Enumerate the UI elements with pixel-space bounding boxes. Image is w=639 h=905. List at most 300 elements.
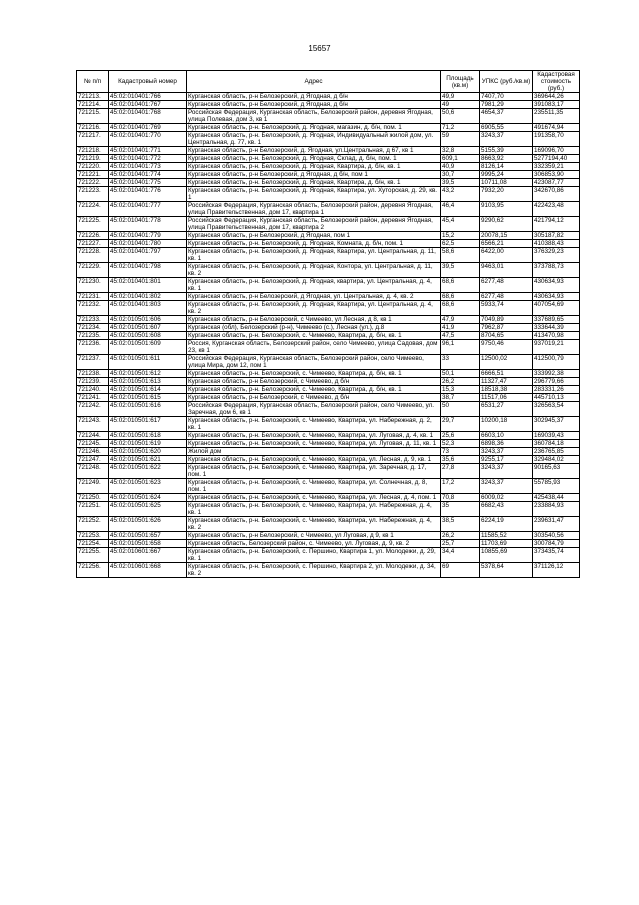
cadastral-number-cell: 45:02:010501:608 [109,332,187,340]
cadastral-cost-cell: 412500,79 [533,355,580,370]
table-row [77,301,580,316]
cadastral-cost-cell: 233884,93 [533,502,580,517]
area-cell: 35,6 [441,456,480,464]
address-cell: Курганская область, р-н. Белозерский, с. Чимеево, Квартира, ул. Луговая, д. 11, кв. 1 [187,440,441,448]
address-cell: Курганская область, р-н Белозерский, д Ягодная, пом 1 [187,232,441,240]
cadastral-number-cell: 45:02:010601:667 [109,548,187,563]
cadastral-number-cell: 45:02:010501:611 [109,355,187,370]
address-cell: Курганская область, р-н. Белозерский, с. Першино, Квартира 2, ул. Молодежи, д. 34, кв. 2 [187,563,441,578]
address-cell: Курганская область, р-н. Белозерский, с. Чимеево, Квартира, ул. Солнечная, д. 8, пом. 1 [187,479,441,494]
row-number-cell: 721241. [77,394,109,402]
row-number-cell: 721251. [77,502,109,517]
upks-cell: 6603,10 [480,432,533,440]
upks-cell: 9103,95 [480,202,533,217]
table-row [77,316,580,324]
row-number-cell: 721213. [77,93,109,101]
row-number-cell: 721244. [77,432,109,440]
cadastral-cost-cell: 376329,23 [533,248,580,263]
row-number-cell: 721234. [77,324,109,332]
cadastral-number-cell: 45:02:010501:619 [109,440,187,448]
address-cell: Российская Федерация, Курганская область, Белозерский район, деревня Ягодная, улица Полевая, дом 3, кв 1 [187,109,441,124]
area-cell: 38,5 [441,517,480,532]
area-cell: 35 [441,502,480,517]
upks-cell: 20078,15 [480,232,533,240]
address-cell: Курганская область, р-н. Белозерский, д. Ягодная, Склад, д. б/н, пом. 1 [187,155,441,163]
address-cell: Курганская область, р-н Белозерский, д Ягодная, ул. Центральная, д. 4, кв. 2 [187,293,441,301]
table-body [77,93,580,578]
cadastral-number-cell: 45:02:010401:771 [109,147,187,155]
cadastral-number-cell: 45:02:010501:606 [109,316,187,324]
cadastral-cost-cell: 371126,12 [533,563,580,578]
cadastral-cost-cell: 55785,93 [533,479,580,494]
address-cell: Курганская область, р-н Белозерский, д Ягодная, д б/н, пом 1 [187,171,441,179]
table-row [77,109,580,124]
row-number-cell: 721247. [77,456,109,464]
upks-cell: 4654,37 [480,109,533,124]
table-row [77,432,580,440]
table-row [77,479,580,494]
table-row [77,440,580,448]
table-row [77,386,580,394]
area-cell: 50,6 [441,109,480,124]
upks-cell: 6224,19 [480,517,533,532]
row-number-cell: 721229. [77,263,109,278]
table-row [77,417,580,432]
upks-cell: 6898,36 [480,440,533,448]
upks-cell: 7981,29 [480,101,533,109]
cadastral-number-cell: 45:02:010401:769 [109,124,187,132]
area-cell: 59 [441,132,480,147]
upks-cell: 6531,27 [480,402,533,417]
address-cell: Курганская область, р-н Белозерский, с Чимеево, ул Лесная, д 8, кв 1 [187,316,441,324]
table-row [77,217,580,232]
area-cell: 27,8 [441,464,480,479]
cadastral-cost-cell: 391083,17 [533,101,580,109]
area-cell: 33 [441,355,480,370]
cadastral-table [76,70,580,578]
upks-cell: 10855,69 [480,548,533,563]
cadastral-cost-cell: 5277194,40 [533,155,580,163]
upks-cell: 9255,17 [480,456,533,464]
row-number-cell: 721215. [77,109,109,124]
upks-cell: 7407,70 [480,93,533,101]
cadastral-number-cell: 45:02:010401:776 [109,187,187,202]
row-number-cell: 721230. [77,278,109,293]
cadastral-cost-cell: 305187,82 [533,232,580,240]
upks-cell: 18518,38 [480,386,533,394]
area-cell: 50,1 [441,370,480,378]
upks-cell: 3243,37 [480,479,533,494]
address-cell: Курганская область, р-н. Белозерский, д. Ягодная, Квартира, ул. Центральная, д. 4, кв. 2 [187,301,441,316]
area-cell: 17,2 [441,479,480,494]
row-number-cell: 721240. [77,386,109,394]
address-cell: Курганская область, Белозерский район, с. Чимеево, ул. Луговая, д. 9, кв. 2 [187,540,441,548]
table-row [77,147,580,155]
cadastral-cost-cell: 369644,26 [533,93,580,101]
row-number-cell: 721249. [77,479,109,494]
table-row [77,532,580,540]
cadastral-cost-cell: 332359,21 [533,163,580,171]
address-cell: Курганская область, р-н. Белозерский, с. Чимеево, Квартира, д. б/н, кв. 1 [187,332,441,340]
upks-cell: 9290,62 [480,217,533,232]
address-cell: Жилой дом [187,448,441,456]
cadastral-number-cell: 45:02:010501:658 [109,540,187,548]
cadastral-number-cell: 45:02:010501:624 [109,494,187,502]
cadastral-number-cell: 45:02:010501:626 [109,517,187,532]
upks-cell: 11585,52 [480,532,533,540]
table-row [77,132,580,147]
area-cell: 34,4 [441,548,480,563]
header-upks: УПКС (руб./кв.м) [480,71,533,93]
cadastral-cost-cell: 410388,43 [533,240,580,248]
cadastral-number-cell: 45:02:010501:615 [109,394,187,402]
cadastral-number-cell: 45:02:010501:617 [109,417,187,432]
cadastral-cost-cell: 421794,12 [533,217,580,232]
area-cell: 73 [441,448,480,456]
cadastral-number-cell: 45:02:010401:775 [109,179,187,187]
address-cell: Курганская область, р-н. Белозерский, с. Чимеево, Квартира, ул. Заречная, д. 17, пом. 1 [187,464,441,479]
table-row [77,179,580,187]
table-row [77,248,580,263]
upks-cell: 11517,06 [480,394,533,402]
row-number-cell: 721256. [77,563,109,578]
address-cell: Российская Федерация, Курганская область, Белозерский район, деревня Ягодная, улица Правительственная, дом 17, квартира 2 [187,217,441,232]
cadastral-number-cell: 45:02:010401:772 [109,155,187,163]
table-row [77,517,580,532]
upks-cell: 6566,21 [480,240,533,248]
cadastral-cost-cell: 306853,90 [533,171,580,179]
cadastral-number-cell: 45:02:010501:607 [109,324,187,332]
row-number-cell: 721227. [77,240,109,248]
address-cell: Курганская область, р-н. Белозерский, с. Першино, Квартира 1, ул. Молодежи, д. 29, кв. 1 [187,548,441,563]
upks-cell: 6422,00 [480,248,533,263]
area-cell: 50 [441,402,480,417]
address-cell: Курганская область, р-н. Белозерский, д. Ягодная, Квартира, ул. Хуторская, д. 29, кв. 1 [187,187,441,202]
cadastral-cost-cell: 169096,70 [533,147,580,155]
table-row [77,494,580,502]
header-address: Адрес [187,71,441,93]
table-row [77,263,580,278]
upks-cell: 3243,37 [480,132,533,147]
row-number-cell: 721235. [77,332,109,340]
cadastral-cost-cell: 329484,02 [533,456,580,464]
area-cell: 62,5 [441,240,480,248]
row-number-cell: 721232. [77,301,109,316]
address-cell: Курганская область, р-н. Белозерский, д. Ягодная, Квартира, д. б/н, кв. 1 [187,179,441,187]
cadastral-cost-cell: 445710,13 [533,394,580,402]
row-number-cell: 721248. [77,464,109,479]
row-number-cell: 721216. [77,124,109,132]
row-number-cell: 721236. [77,340,109,355]
header-number: № п/п [77,71,109,93]
cadastral-cost-cell: 373788,73 [533,263,580,278]
cadastral-cost-cell: 326563,54 [533,402,580,417]
cadastral-cost-cell: 430634,93 [533,278,580,293]
table-row [77,293,580,301]
upks-cell: 10200,18 [480,417,533,432]
row-number-cell: 721238. [77,370,109,378]
upks-cell: 6682,43 [480,502,533,517]
cadastral-cost-cell: 90165,63 [533,464,580,479]
table-row [77,124,580,132]
cadastral-number-cell: 45:02:010401:770 [109,132,187,147]
row-number-cell: 721243. [77,417,109,432]
row-number-cell: 721223. [77,187,109,202]
area-cell: 69 [441,563,480,578]
upks-cell: 10711,08 [480,179,533,187]
table-row [77,378,580,386]
cadastral-number-cell: 45:02:010501:613 [109,378,187,386]
row-number-cell: 721233. [77,316,109,324]
upks-cell: 5378,64 [480,563,533,578]
upks-cell: 11327,47 [480,378,533,386]
cadastral-cost-cell: 425438,44 [533,494,580,502]
address-cell: Курганская область, р-н. Белозерский, с. Чимеево, Квартира, ул. Лесная, д. 9, кв. 1 [187,456,441,464]
cadastral-cost-cell: 239631,47 [533,517,580,532]
area-cell: 68,6 [441,293,480,301]
table-row [77,93,580,101]
row-number-cell: 721226. [77,232,109,240]
cadastral-cost-cell: 937019,21 [533,340,580,355]
row-number-cell: 721242. [77,402,109,417]
table-row [77,324,580,332]
area-cell: 39,5 [441,263,480,278]
area-cell: 30,7 [441,171,480,179]
cadastral-cost-cell: 342670,86 [533,187,580,202]
area-cell: 49 [441,101,480,109]
area-cell: 96,1 [441,340,480,355]
cadastral-number-cell: 45:02:010401:779 [109,232,187,240]
cadastral-number-cell: 45:02:010501:616 [109,402,187,417]
table-row [77,563,580,578]
table-row [77,340,580,355]
table-row [77,240,580,248]
row-number-cell: 721224. [77,202,109,217]
row-number-cell: 721214. [77,101,109,109]
cadastral-number-cell: 45:02:010401:801 [109,278,187,293]
cadastral-cost-cell: 169039,43 [533,432,580,440]
cadastral-cost-cell: 283331,26 [533,386,580,394]
address-cell: Российская Федерация, Курганская область, Белозерский район, деревня Ягодная, улица Правительственная, дом 17, квартира 1 [187,202,441,217]
address-cell: Курганская область, р-н. Белозерский, с. Чимеево, Квартира, ул. Лесная, д. 4, пом. 1 [187,494,441,502]
area-cell: 26,2 [441,532,480,540]
area-cell: 47,5 [441,332,480,340]
cadastral-number-cell: 45:02:010501:612 [109,370,187,378]
upks-cell: 8663,92 [480,155,533,163]
cadastral-cost-cell: 296779,66 [533,378,580,386]
upks-cell: 8126,14 [480,163,533,171]
area-cell: 25,7 [441,540,480,548]
table-row [77,370,580,378]
area-cell: 609,1 [441,155,480,163]
address-cell: Курганская область, р-н Белозерский, д Ягодная, д б/н [187,101,441,109]
row-number-cell: 721222. [77,179,109,187]
upks-cell: 9463,01 [480,263,533,278]
address-cell: Россия, Курганская область, Белозерский район, село Чимеево, улица Садовая, дом 23, кв 1 [187,340,441,355]
area-cell: 45,4 [441,217,480,232]
cadastral-cost-cell: 337689,65 [533,316,580,324]
cadastral-number-cell: 45:02:010501:622 [109,464,187,479]
upks-cell: 7932,20 [480,187,533,202]
area-cell: 38,7 [441,394,480,402]
address-cell: Курганская область, р-н Белозерский, д Ягодная, д б/н [187,93,441,101]
address-cell: Курганская область, р-н. Белозерский, д. Ягодная, магазин, д. б/н, пом. 1 [187,124,441,132]
cadastral-number-cell: 45:02:010501:657 [109,532,187,540]
address-cell: Курганская область, р-н. Белозерский, д. Ягодная, Квартира, д. б/н, кв. 1 [187,163,441,171]
address-cell: Курганская область, р-н. Белозерский, д. Ягодная, Квартира, ул. Центральная, д. 11, кв. 1 [187,248,441,263]
area-cell: 15,3 [441,386,480,394]
area-cell: 68,6 [441,301,480,316]
cadastral-number-cell: 45:02:010401:774 [109,171,187,179]
row-number-cell: 721221. [77,171,109,179]
cadastral-number-cell: 45:02:010501:609 [109,340,187,355]
area-cell: 58,6 [441,248,480,263]
cadastral-number-cell: 45:02:010401:773 [109,163,187,171]
table-row [77,101,580,109]
table-row [77,456,580,464]
cadastral-cost-cell: 360784,18 [533,440,580,448]
cadastral-number-cell: 45:02:010401:777 [109,202,187,217]
cadastral-cost-cell: 333992,38 [533,370,580,378]
area-cell: 40,9 [441,163,480,171]
cadastral-cost-cell: 191358,70 [533,132,580,147]
address-cell: Курганская область, р-н. Белозерский, с. Чимеево, Квартира, ул. Набережная, д. 4, кв. 2 [187,517,441,532]
table-row [77,202,580,217]
area-cell: 70,8 [441,494,480,502]
cadastral-number-cell: 45:02:010401:766 [109,93,187,101]
address-cell: Курганская область, р-н. Белозерский, с. Чимеево, Квартира, ул. Луговая, д. 4, кв. 1 [187,432,441,440]
cadastral-cost-cell: 373435,74 [533,548,580,563]
address-cell: Курганская область, р-н. Белозерский, д. Ягодная, Индивидуальный жилой дом, ул. Центральная, д. 77, кв. 1 [187,132,441,147]
address-cell: Курганская область, р-н. Белозерский, д. Ягодная, Комната, д. б/н, пом. 1 [187,240,441,248]
row-number-cell: 721250. [77,494,109,502]
address-cell: Курганская область, р-н Белозерский, с Чимеево, д б/н [187,394,441,402]
upks-cell: 8704,65 [480,332,533,340]
cadastral-cost-cell: 423087,77 [533,179,580,187]
area-cell: 43,2 [441,187,480,202]
upks-cell: 3243,37 [480,448,533,456]
cadastral-number-cell: 45:02:010401:768 [109,109,187,124]
address-cell: Курганская (обл), Белозерский (р-н), Чимеево (с.), Лесная (ул.), д.8 [187,324,441,332]
upks-cell: 11703,69 [480,540,533,548]
cadastral-cost-cell: 235511,35 [533,109,580,124]
address-cell: Курганская область, р-н Белозерский, д. Ягодная, ул.Центральная, д 67, кв 1 [187,147,441,155]
area-cell: 29,7 [441,417,480,432]
upks-cell: 12500,02 [480,355,533,370]
row-number-cell: 721231. [77,293,109,301]
row-number-cell: 721219. [77,155,109,163]
row-number-cell: 721252. [77,517,109,532]
cadastral-cost-cell: 333644,39 [533,324,580,332]
address-cell: Курганская область, р-н Белозерский, с Чимеево, ул Луговая, д 9, кв 1 [187,532,441,540]
upks-cell: 5155,39 [480,147,533,155]
row-number-cell: 721254. [77,540,109,548]
row-number-cell: 721237. [77,355,109,370]
upks-cell: 9995,24 [480,171,533,179]
table-row [77,464,580,479]
address-cell: Курганская область, р-н. Белозерский, д. Ягодная, квартира, ул. Центральная, д. 4, кв. 1 [187,278,441,293]
address-cell: Курганская область, р-н. Белозерский, с. Чимеево, Квартира, ул. Набережная, д. 2, кв. 1 [187,417,441,432]
row-number-cell: 721246. [77,448,109,456]
address-cell: Курганская область, р-н. Белозерский, д. Ягодная, Контора, ул. Центральная, д. 11, кв. 2 [187,263,441,278]
row-number-cell: 721225. [77,217,109,232]
table-row [77,155,580,163]
cadastral-number-cell: 45:02:010401:797 [109,248,187,263]
upks-cell: 6277,48 [480,278,533,293]
cadastral-number-cell: 45:02:010501:621 [109,456,187,464]
cadastral-number-cell: 45:02:010401:803 [109,301,187,316]
cadastral-number-cell: 45:02:010501:625 [109,502,187,517]
area-cell: 26,2 [441,378,480,386]
cadastral-cost-cell: 430634,93 [533,293,580,301]
table-row [77,355,580,370]
table-row [77,171,580,179]
upks-cell: 6905,55 [480,124,533,132]
address-cell: Курганская область, р-н Белозерский, с Чимеево, д б/н [187,378,441,386]
cadastral-number-cell: 45:02:010501:620 [109,448,187,456]
area-cell: 68,6 [441,278,480,293]
row-number-cell: 721217. [77,132,109,147]
row-number-cell: 721245. [77,440,109,448]
table-row [77,278,580,293]
address-cell: Курганская область, р-н. Белозерский, с. Чимеево, Квартира, д. б/н, кв. 1 [187,386,441,394]
cadastral-cost-cell: 491674,94 [533,124,580,132]
upks-cell: 6277,48 [480,293,533,301]
table-row [77,232,580,240]
area-cell: 47,9 [441,316,480,324]
cadastral-number-cell: 45:02:010401:780 [109,240,187,248]
upks-cell: 6009,02 [480,494,533,502]
area-cell: 71,2 [441,124,480,132]
row-number-cell: 721220. [77,163,109,171]
area-cell: 52,3 [441,440,480,448]
table-row [77,187,580,202]
area-cell: 46,4 [441,202,480,217]
cadastral-cost-cell: 407054,69 [533,301,580,316]
upks-cell: 3243,37 [480,464,533,479]
header-area: Площадь (кв.м) [441,71,480,93]
table-row [77,402,580,417]
cadastral-cost-cell: 236765,85 [533,448,580,456]
row-number-cell: 721218. [77,147,109,155]
cadastral-number-cell: 45:02:010601:668 [109,563,187,578]
row-number-cell: 721228. [77,248,109,263]
table-row [77,540,580,548]
cadastral-number-cell: 45:02:010401:798 [109,263,187,278]
area-cell: 39,5 [441,179,480,187]
area-cell: 15,2 [441,232,480,240]
upks-cell: 9750,46 [480,340,533,355]
cadastral-number-cell: 45:02:010401:778 [109,217,187,232]
cadastral-cost-cell: 303540,56 [533,532,580,540]
upks-cell: 6666,51 [480,370,533,378]
address-cell: Российская Федерация, Курганская область, Белозерский район, село Чимеево, ул. Заречная, дом 6, кв 1 [187,402,441,417]
row-number-cell: 721239. [77,378,109,386]
table-row [77,448,580,456]
cadastral-number-cell: 45:02:010501:614 [109,386,187,394]
table-row [77,163,580,171]
area-cell: 41,9 [441,324,480,332]
row-number-cell: 721255. [77,548,109,563]
cadastral-number-cell: 45:02:010401:767 [109,101,187,109]
cadastral-cost-cell: 413470,98 [533,332,580,340]
address-cell: Российская Федерация, Курганская область, Белозерский район, село Чимеево, улица Мира, дом 12, пом 1 [187,355,441,370]
cadastral-cost-cell: 300784,79 [533,540,580,548]
table-row [77,332,580,340]
cadastral-cost-cell: 302945,37 [533,417,580,432]
address-cell: Курганская область, р-н. Белозерский, с. Чимеево, Квартира, д. б/н, кв. 1 [187,370,441,378]
upks-cell: 7049,89 [480,316,533,324]
